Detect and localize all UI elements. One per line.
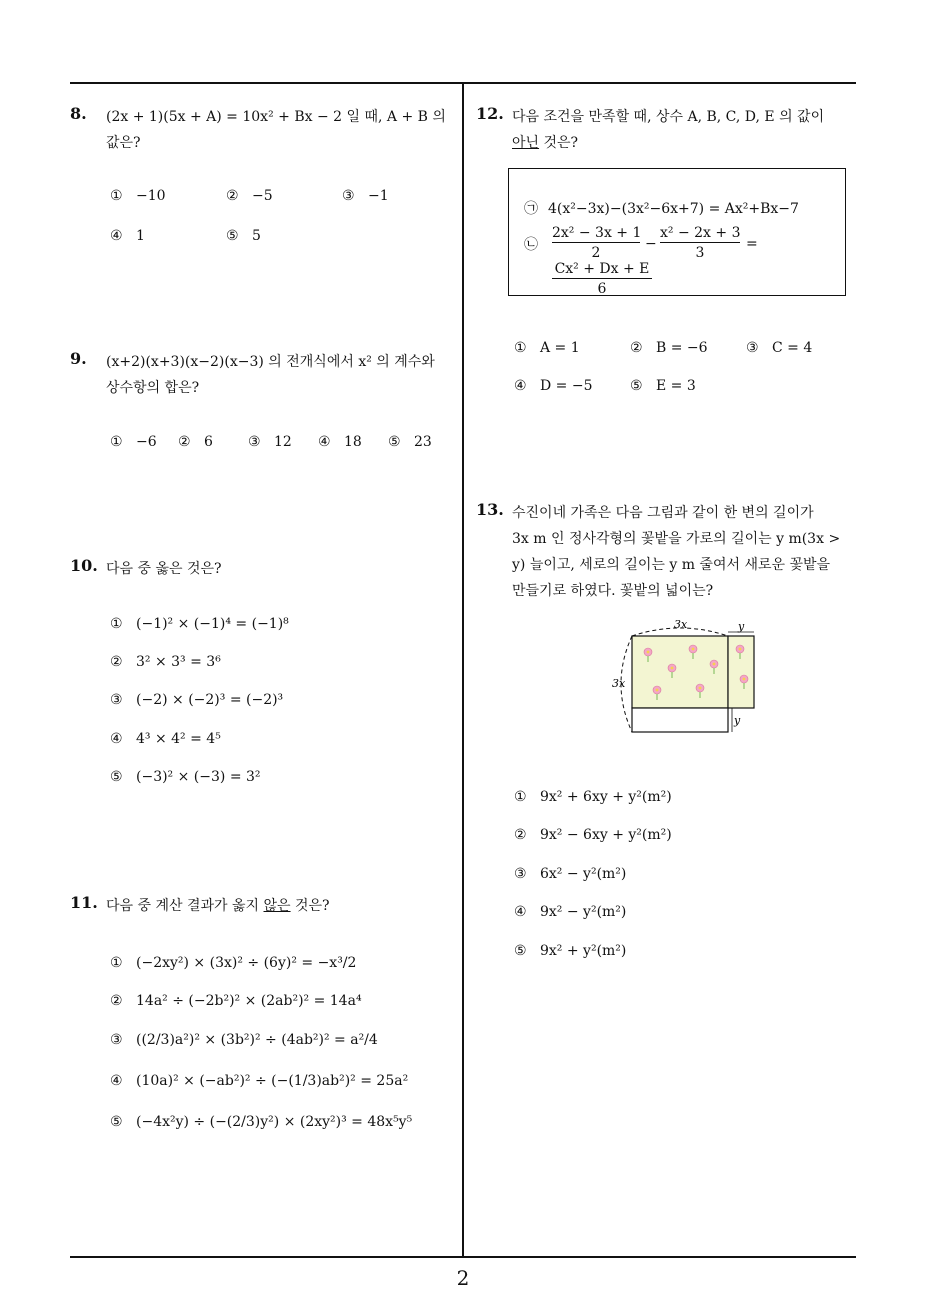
minus-sign: − <box>645 236 657 252</box>
choice-4[interactable]: ④ D = −5 <box>514 378 593 394</box>
footer-rule <box>70 1256 856 1258</box>
question-text: 다음 조건을 만족할 때, 상수 A, B, C, D, E 의 값이 아닌 것은? <box>512 109 825 151</box>
question-number: 8. <box>70 104 87 123</box>
emphasis-underline: 아닌 <box>512 135 540 151</box>
choice-4[interactable]: ④ 4³ × 4² = 4⁵ <box>110 731 221 747</box>
fraction-denominator: 2 <box>591 245 601 261</box>
choice-1[interactable]: ① −6 <box>110 434 157 450</box>
page-number: 2 <box>456 1266 470 1290</box>
equals-sign: = <box>746 236 758 252</box>
choice-5[interactable]: ⑤ 5 <box>226 228 261 244</box>
column-divider <box>462 82 464 1258</box>
choice-4[interactable]: ④ 1 <box>110 228 145 244</box>
choice-1[interactable]: ① A = 1 <box>514 340 580 356</box>
choice-2[interactable]: ② 14a² ÷ (−2b²)² × (2ab²)² = 14a⁴ <box>110 993 362 1009</box>
choice-5[interactable]: ⑤ E = 3 <box>630 378 696 394</box>
fraction-denominator: 6 <box>597 281 607 297</box>
choice-3[interactable]: ③ 12 <box>248 434 292 450</box>
question-number: 9. <box>70 349 87 368</box>
choice-4[interactable]: ④ (10a)² × (−ab²)² ÷ (−(1/3)ab²)² = 25a² <box>110 1073 409 1089</box>
choice-3[interactable]: ③ −1 <box>342 188 389 204</box>
label-top-right: y <box>738 620 745 633</box>
choice-1[interactable]: ① (−1)² × (−1)⁴ = (−1)⁸ <box>110 616 289 632</box>
choice-2[interactable]: ② −5 <box>226 188 273 204</box>
label-top: 3x <box>674 618 688 631</box>
choice-5[interactable]: ⑤ 23 <box>388 434 432 450</box>
choice-4[interactable]: ④ 9x² − y²(m²) <box>514 904 627 920</box>
question-text: (2x + 1)(5x + A) = 10x² + Bx − 2 일 때, A + B 의 값은? <box>106 109 446 151</box>
question-number: 11. <box>70 893 98 912</box>
condition-1: ㉠ 4(x²−3x)−(3x²−6x+7) = Ax²+Bx−7 <box>524 198 799 218</box>
label-right: y <box>734 714 741 727</box>
question-text: (x+2)(x+3)(x−2)(x−3) 의 전개식에서 x² 의 계수와 상수항의 합은? <box>106 354 435 396</box>
flower-garden-figure <box>600 616 770 746</box>
emphasis-underline: 않은 <box>263 898 291 914</box>
choice-1[interactable]: ① (−2xy²) × (3x)² ÷ (6y)² = −x³/2 <box>110 955 357 971</box>
choice-5[interactable]: ⑤ (−3)² × (−3) = 3² <box>110 769 261 785</box>
question-text: 다음 중 옳은 것은? <box>106 561 222 577</box>
choice-3[interactable]: ③ 6x² − y²(m²) <box>514 866 627 882</box>
fraction-numerator: x² − 2x + 3 <box>660 225 741 241</box>
choice-1[interactable]: ① 9x² + 6xy + y²(m²) <box>514 789 672 805</box>
fraction-numerator: Cx² + Dx + E <box>552 261 652 279</box>
choice-2[interactable]: ② 6 <box>178 434 213 450</box>
choice-1[interactable]: ① −10 <box>110 188 166 204</box>
label-left: 3x <box>612 677 626 690</box>
choice-5[interactable]: ⑤ (−4x²y) ÷ (−(2/3)y²) × (2xy²)³ = 48x⁵y⁵ <box>110 1114 413 1130</box>
condition-marker: ㉡ <box>524 237 538 253</box>
choice-2[interactable]: ② B = −6 <box>630 340 708 356</box>
choice-3[interactable]: ③ (−2) × (−2)³ = (−2)³ <box>110 692 284 708</box>
choice-3[interactable]: ③ C = 4 <box>746 340 813 356</box>
choice-4[interactable]: ④ 18 <box>318 434 362 450</box>
question-text: 수진이네 가족은 다음 그림과 같이 한 변의 길이가 3x m 인 정사각형의 꽃밭을 가로의 길이는 y m(3x > y) 늘이고, 세로의 길이는 y m 줄여서 새로운 꽃밭을 만들기로 하였다. 꽃밭의 넓이는? <box>512 505 841 599</box>
removed-strip <box>632 708 728 732</box>
garden-diagram <box>600 616 770 746</box>
fraction-numerator: 2x² − 3x + 1 <box>552 225 642 241</box>
condition-marker: ㉠ <box>524 201 538 217</box>
choice-2[interactable]: ② 9x² − 6xy + y²(m²) <box>514 827 672 843</box>
fraction-denominator: 3 <box>695 245 705 261</box>
question-number: 12. <box>476 104 504 123</box>
question-text: 다음 중 계산 결과가 옳지 않은 것은? <box>106 898 330 914</box>
choice-3[interactable]: ③ ((2/3)a²)² × (3b²)² ÷ (4ab²)² = a²/4 <box>110 1032 378 1048</box>
choice-2[interactable]: ② 3² × 3³ = 3⁶ <box>110 654 221 670</box>
choice-5[interactable]: ⑤ 9x² + y²(m²) <box>514 943 627 959</box>
question-number: 13. <box>476 500 504 519</box>
question-number: 10. <box>70 556 98 575</box>
